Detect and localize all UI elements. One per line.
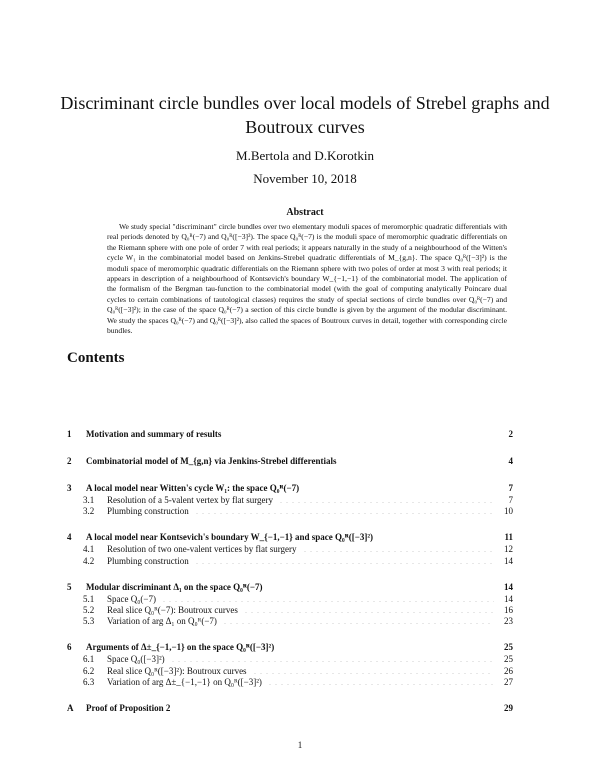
toc-title: Modular discriminant Δ₁ on the space Q₀ᴿ(−7) <box>86 581 263 592</box>
toc-entry-3[interactable] <box>67 482 513 494</box>
toc-number: 2 <box>67 456 72 466</box>
toc-entry-4-1[interactable] <box>67 543 513 554</box>
toc-entry-5-1[interactable] <box>67 593 513 604</box>
page-number: 1 <box>297 740 303 750</box>
toc-dot-leader <box>222 615 494 624</box>
toc-page: 27 <box>504 676 513 687</box>
toc-title: Plumbing construction <box>107 506 189 517</box>
toc-page: 14 <box>504 555 513 566</box>
toc-spacer <box>279 641 494 650</box>
toc-number: 4.1 <box>83 544 95 555</box>
abstract-heading: Abstract <box>286 207 324 218</box>
toc-spacer <box>268 581 494 590</box>
toc-entry-5-2[interactable] <box>67 604 513 615</box>
toc-page: 7 <box>508 483 513 493</box>
table-of-contents <box>67 428 513 714</box>
toc-title: Proof of Proposition 2 <box>86 702 171 713</box>
toc-dot-leader <box>194 555 494 564</box>
paper-title-line-2: Boutroux curves <box>245 117 365 137</box>
toc-number: 6.1 <box>83 654 95 665</box>
toc-page: 25 <box>504 642 513 653</box>
toc-title: Space Q₀([−3]²) <box>107 654 165 665</box>
toc-title: Real slice Q₀ᴿ(−7): Boutroux curves <box>107 604 238 615</box>
toc-number: 5.3 <box>83 616 95 627</box>
toc-entry-3-1[interactable] <box>67 494 513 505</box>
toc-entry-2[interactable] <box>67 455 513 467</box>
toc-title: Real slice Q₀ᴿ([−3]²): Boutroux curves <box>107 665 247 676</box>
toc-entry-6-2[interactable] <box>67 665 513 676</box>
toc-entry-6[interactable] <box>67 641 513 653</box>
toc-title: Variation of arg Δ₁ on Q₀ᴿ(−7) <box>107 616 217 627</box>
toc-dot-leader <box>161 593 494 602</box>
abstract-text: We study special "discriminant" circle bundles over two elementary moduli spaces of meromorphic quadratic differentials with real periods denoted by Q₀ᴿ(−7) and Q₀ᴿ([−3]²). The space Q₀ᴿ(−7) is the moduli space of meromorphic quadratic differentials on the Riemann sphere with one pole of order 7 with real periods; it appears naturally in the study of a neighbourhood of the Witten's cycle W₁ in the combinatorial model based on Jenkins-Strebel quadratic differentials of M_{g,n}. The space Q₀ᴿ([−3]²) is the moduli space of meromorphic quadratic differentials on the Riemann sphere with two poles of order at most 3 with real periods; it appears in description of a neighbourhood of Kontsevich's boundary W_{−1,−1} of the combinatorial model. The application of the formalism of the Bergman tau-function to the combinatorial model (with the goal of computing analytically Poincare dual cycles to certain combinations of tautological classes) requires the study of special sections of circle bundles over Q₀ᴿ(−7) and Q₀ᴿ([−3]²); in the case of the space Q₀ᴿ(−7) a section of this circle bundle is given by the argument of the modular discriminant. We study the spaces Q₀ᴿ(−7) and Q₀ᴿ([−3]²), also called the spaces of Boutroux curves in detail, together with corresponding circle bundles. <box>107 222 507 336</box>
toc-title: Space Q₀(−7) <box>107 593 156 604</box>
toc-number: 4.2 <box>83 555 95 566</box>
toc-number: 5.2 <box>83 604 95 615</box>
contents-heading: Contents <box>67 350 125 366</box>
toc-title: Plumbing construction <box>107 555 189 566</box>
toc-number: A <box>67 702 74 713</box>
toc-dot-leader <box>243 604 494 613</box>
toc-page: 12 <box>504 544 513 555</box>
toc-spacer <box>226 428 494 437</box>
toc-entry-appendix-a[interactable] <box>67 702 513 714</box>
toc-title: Motivation and summary of results <box>86 429 222 439</box>
toc-page: 14 <box>504 593 513 604</box>
toc-page: 10 <box>504 506 513 517</box>
toc-spacer <box>304 482 494 491</box>
toc-number: 6.3 <box>83 676 95 687</box>
toc-entry-6-3[interactable] <box>67 676 513 687</box>
toc-spacer <box>342 455 494 464</box>
toc-number: 6 <box>67 642 72 653</box>
toc-dot-leader <box>267 676 494 685</box>
toc-page: 14 <box>504 581 513 592</box>
authors: M.Bertola and D.Korotkin <box>236 148 374 163</box>
toc-dot-leader <box>252 665 494 674</box>
toc-page: 4 <box>508 456 513 466</box>
toc-title: Arguments of Δ±_{−1,−1} on the space Q₀ᴿ([−3]²) <box>86 642 275 653</box>
toc-entry-6-1[interactable] <box>67 653 513 664</box>
toc-page: 2 <box>508 429 513 439</box>
toc-number: 3.1 <box>83 495 95 505</box>
toc-page: 7 <box>508 495 513 505</box>
toc-number: 5.1 <box>83 593 95 604</box>
toc-number: 4 <box>67 532 72 543</box>
toc-entry-4-2[interactable] <box>67 555 513 566</box>
toc-title: Variation of arg Δ±_{−1,−1} on Q₀ᴿ([−3]²) <box>107 676 262 687</box>
toc-entry-5-3[interactable] <box>67 615 513 626</box>
toc-number: 3 <box>67 483 72 493</box>
toc-entry-3-2[interactable] <box>67 505 513 516</box>
toc-title: A local model near Witten's cycle W₁: the space Q₀ᴿ(−7) <box>86 483 300 493</box>
toc-number: 1 <box>67 429 72 439</box>
date: November 10, 2018 <box>253 171 357 186</box>
toc-dot-leader <box>302 543 494 552</box>
toc-entry-4[interactable] <box>67 531 513 543</box>
toc-dot-leader <box>278 494 494 503</box>
toc-title: A local model near Kontsevich's boundary W_{−1,−1} and space Q₀ᴿ([−3]²) <box>86 532 374 543</box>
arxiv-identifier-graphic <box>8 195 48 570</box>
toc-dot-leader <box>194 505 494 514</box>
toc-dot-leader <box>170 653 494 662</box>
paper-title <box>60 91 550 139</box>
toc-number: 3.2 <box>83 506 95 517</box>
toc-title: Resolution of a 5-valent vertex by flat surgery <box>107 495 274 505</box>
arxiv-identifier-text <box>0 220 1 547</box>
toc-page: 16 <box>504 604 513 615</box>
paper-title-line-1: Discriminant circle bundles over local models of Strebel graphs and <box>60 93 550 113</box>
toc-title: Resolution of two one-valent vertices by flat surgery <box>107 544 297 555</box>
toc-spacer <box>378 531 494 540</box>
toc-entry-1[interactable] <box>67 428 513 440</box>
toc-number: 6.2 <box>83 665 95 676</box>
toc-page: 23 <box>504 616 513 627</box>
toc-entry-5[interactable] <box>67 581 513 593</box>
toc-page: 25 <box>504 654 513 665</box>
toc-page: 29 <box>504 702 513 713</box>
toc-spacer <box>175 702 494 711</box>
toc-page: 11 <box>504 532 513 543</box>
toc-number: 5 <box>67 581 72 592</box>
toc-title: Combinatorial model of M_{g,n} via Jenkins-Strebel differentials <box>86 456 337 466</box>
toc-page: 26 <box>504 665 513 676</box>
arxiv-identifier <box>8 195 48 570</box>
